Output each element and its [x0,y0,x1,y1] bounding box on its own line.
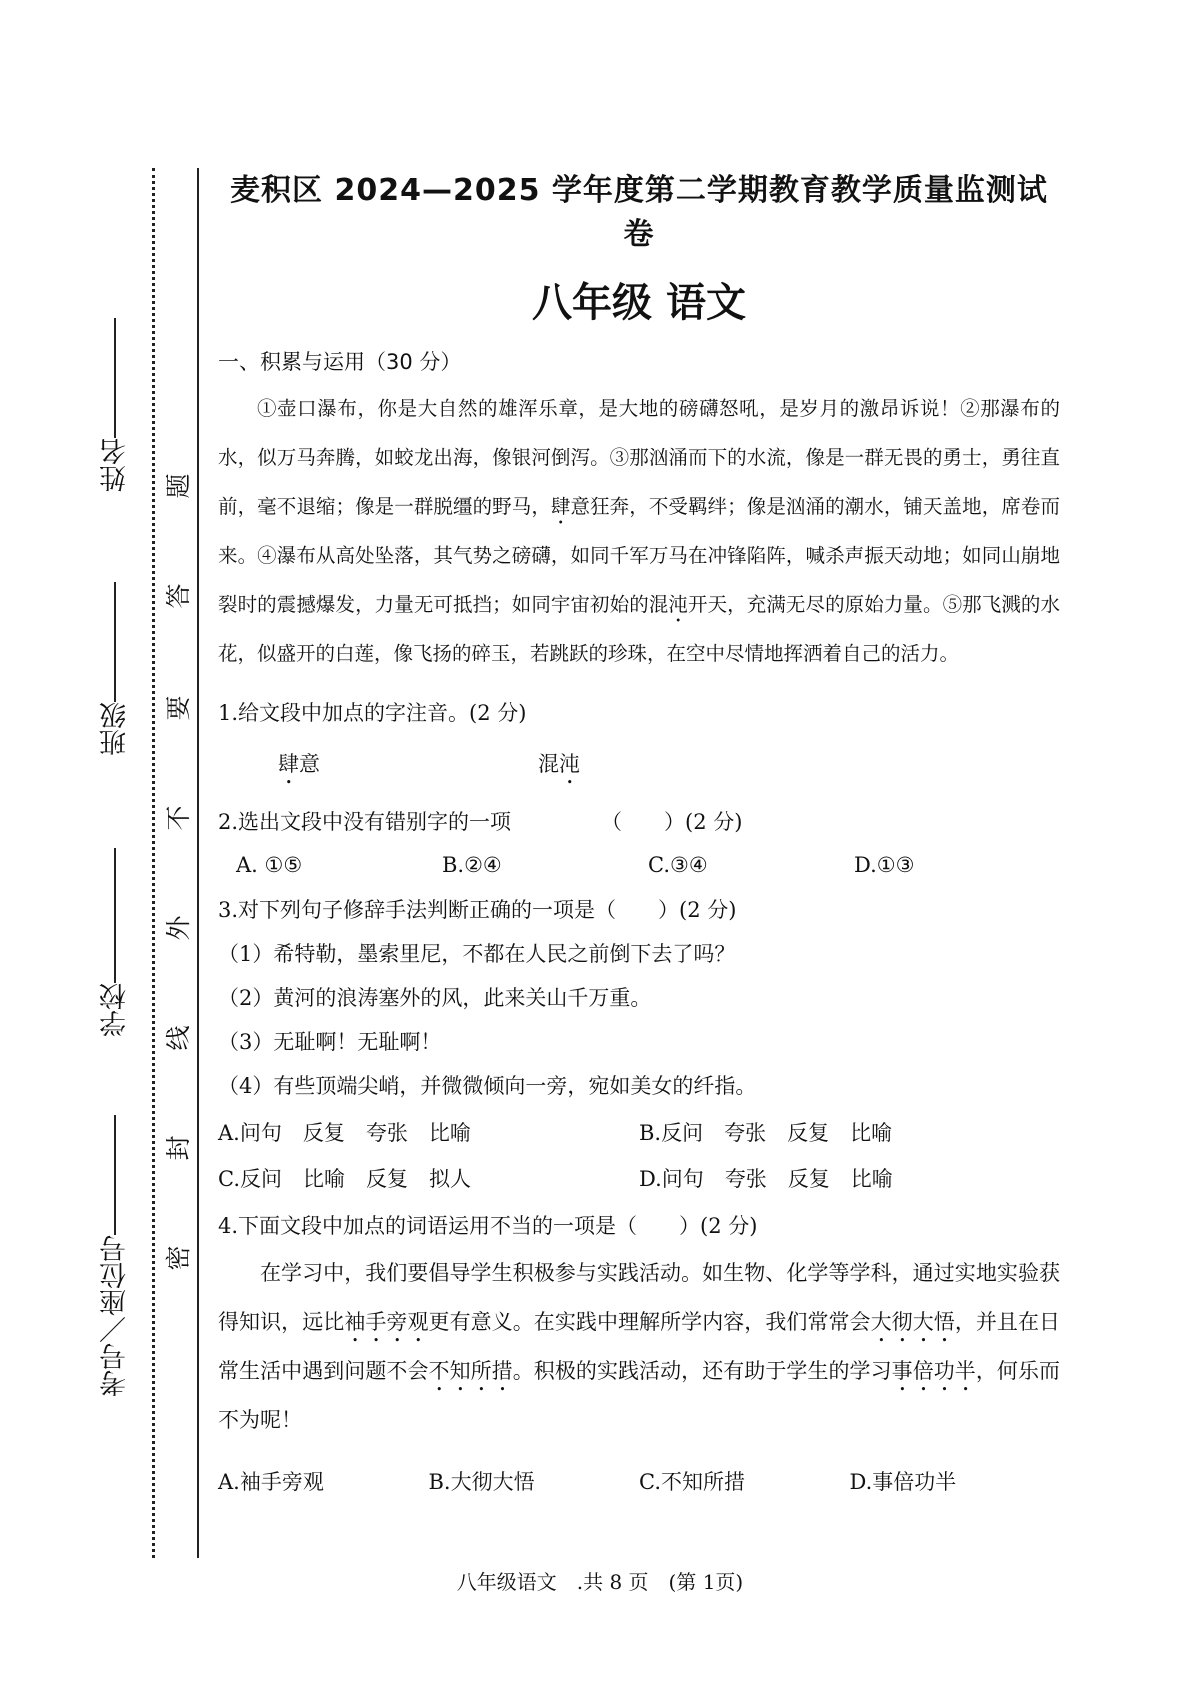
passage-text: ①壶口瀑布，你是大自然的雄浑乐章，是大地的磅礴怒吼，是岁月的激昂诉说！②那瀑布的水，似万马奔腾，如蛟龙出海，像银河倒泻。③那汹涌而下的水流，像是一群无畏的勇士，勇往直前，毫不退缩；像是一群脱缰的野马， [218,397,1060,518]
passage-text: 。积极的实践活动，还有助于学生的学习 [512,1358,892,1383]
seal-char: 线 [164,1025,193,1051]
question-1-words [218,748,1060,789]
seat-field [90,1115,140,1397]
question-1-stem: 1.给文段中加点的字注音。(2 分) [218,700,527,725]
seal-char: 密 [164,1245,193,1271]
passage-text: ，何乐而不为呢！ [218,1358,1061,1432]
option-a: A.袖手旁观 [218,1469,324,1494]
section-heading: 一、积累与运用（30 分） [218,350,462,374]
dotted-char: 沌 [559,751,580,776]
school-label: 学校 [99,983,131,1037]
seal-char: 要 [164,695,193,721]
word-1 [278,748,538,789]
name-field [90,318,140,492]
option-d: D.①③ [854,852,915,877]
word-char: 混 [538,751,559,776]
question-3-item: （4）有些顶端尖峭，并微微倾向一旁，宛如美女的纤指。 [218,1073,757,1098]
binding-solid-line [197,168,199,1558]
exam-subtitle: 八年级 语文 [532,280,746,326]
question-4-stem: 4.下面文段中加点的词语运用不当的一项是（ ）(2 分) [218,1213,758,1238]
passage-text: 开天，充满无尽的原始力量。⑤那飞溅的水花，似盛开的白莲，像飞扬的碎玉，若跳跃的珍珠，在空中尽情地挥洒着自己的活力。 [218,593,1060,665]
option-c: C.③④ [648,852,708,877]
class-field [90,582,140,756]
question-2-options [218,853,1060,877]
passage-text: 在学习中，我们要倡导学生积极参与实践活动。如生物、化学等学科，通过实地实验获得知识，远比 [218,1260,1060,1334]
seal-char: 封 [164,1135,193,1161]
page-footer: 八年级语文 .共 8 页 (第 1页) [456,1570,744,1594]
option-b: B.②④ [442,852,502,877]
school-field [90,848,140,1037]
passage-text: 意狂奔，不受羁绊；像是汹涌的潮水，铺天盖地，席卷而来。④瀑布从高处坠落，其气势之磅礴，如同千军万马在冲锋陷阵，喊杀声振天动地；如同山崩地裂时的震撼爆发，力量无可抵挡；如同宇宙初始的混 [218,495,1060,616]
dotted-phrase: 不知所措 [428,1358,513,1383]
dotted-char: 肆 [550,495,571,518]
class-blank [114,582,116,702]
class-label: 班级 [99,702,131,756]
seat-label: 考号／座位号 [99,1235,131,1397]
question-3-stem: 3.对下列句子修辞手法判断正确的一项是（ ）(2 分) [218,897,737,922]
option-c: C.反问 比喻 反复 拟人 [218,1166,471,1191]
question-3-item: （1）希特勒，墨索里尼，不都在人民之前倒下去了吗？ [218,941,736,966]
question-3-options-row-2 [218,1163,1060,1193]
seal-char: 不 [164,805,193,831]
option-b: B.大彻大悟 [428,1469,535,1494]
dotted-char: 沌 [668,593,688,616]
option-d: D.事倍功半 [849,1469,957,1494]
option-c: C.不知所措 [639,1469,745,1494]
dotted-phrase: 袖手旁观 [344,1309,429,1334]
option-a: A. ①⑤ [236,852,303,877]
school-blank [114,848,116,983]
question-3-item: （2）黄河的浪涛塞外的风，此来关山千万重。 [218,985,652,1010]
question-3-item: （3）无耻啊！无耻啊！ [218,1029,442,1054]
question-2-text: 2.选出文段中没有错别字的一项 [218,809,512,834]
option-d: D.问句 夸张 反复 比喻 [639,1166,893,1191]
word-char: 意 [299,751,320,776]
exam-title: 麦积区 2024—2025 学年度第二学期教育教学质量监测试卷 [230,173,1048,252]
reading-passage [218,384,1060,678]
name-blank [114,318,116,438]
seal-char: 答 [164,583,193,609]
option-b: B.反问 夸张 反复 比喻 [639,1120,893,1145]
binding-dotted-line [152,168,155,1558]
seal-char: 题 [164,473,193,499]
question-3-options-row-1 [218,1117,1060,1147]
passage-text: ，并且在日常生活中遇到问题不会 [218,1309,1061,1383]
question-4-options [218,1466,1060,1496]
dotted-phrase: 大彻大悟 [870,1309,955,1334]
name-label: 姓名 [99,438,131,492]
option-a: A.问句 反复 夸张 比喻 [218,1120,471,1145]
question-2-stem [218,807,1060,837]
seat-blank [114,1115,116,1235]
exam-content [218,165,1060,1496]
answer-bracket: （ ）(2 分) [601,809,743,834]
dotted-char: 肆 [278,751,299,776]
question-4-passage [218,1249,1060,1445]
word-2 [538,748,798,789]
dotted-phrase: 事倍功半 [891,1358,976,1383]
seal-char: 外 [164,915,193,941]
passage-text: 更有意义。在实践中理解所学内容，我们常常会 [428,1309,871,1334]
